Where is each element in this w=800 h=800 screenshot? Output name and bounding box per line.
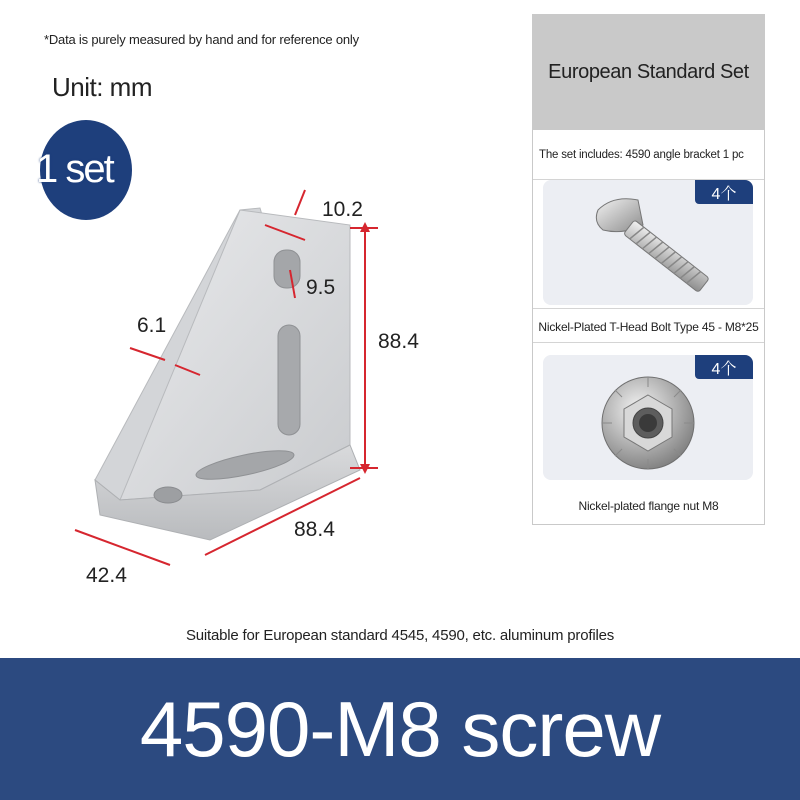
dim-hole: 9.5 — [306, 276, 336, 299]
divider — [533, 308, 764, 309]
panel-title: European Standard Set — [548, 61, 749, 83]
set-badge-text: 1 set — [36, 147, 113, 191]
dim-top-width: 10.2 — [322, 198, 363, 221]
dim-height: 88.4 — [378, 330, 419, 353]
angle-bracket-diagram — [60, 170, 480, 590]
nut-qty-badge: 4个 — [695, 355, 753, 379]
nut-item-card — [543, 355, 753, 480]
dim-length: 88.4 — [294, 518, 335, 541]
dim-depth: 42.4 — [86, 564, 127, 587]
dim-thickness: 6.1 — [137, 314, 167, 337]
product-title: 4590-M8 screw — [139, 684, 661, 773]
unit-label: Unit: mm — [52, 72, 152, 102]
footer-banner — [0, 658, 800, 800]
disclaimer-note: *Data is purely measured by hand and for reference only — [44, 32, 359, 47]
bolt-qty-badge: 4个 — [695, 180, 753, 204]
compatibility-note: Suitable for European standard 4545, 4590, etc. aluminum profiles — [185, 627, 615, 644]
panel-header — [533, 15, 764, 130]
bolt-item-label: Nickel-Plated T-Head Bolt Type 45 - M8*25 — [538, 320, 759, 334]
set-includes-text: The set includes: 4590 angle bracket 1 pc — [539, 149, 744, 161]
set-contents-panel — [532, 14, 765, 525]
bolt-item-card — [543, 180, 753, 305]
divider — [533, 342, 764, 343]
nut-item-label: Nickel-plated flange nut M8 — [578, 499, 719, 513]
